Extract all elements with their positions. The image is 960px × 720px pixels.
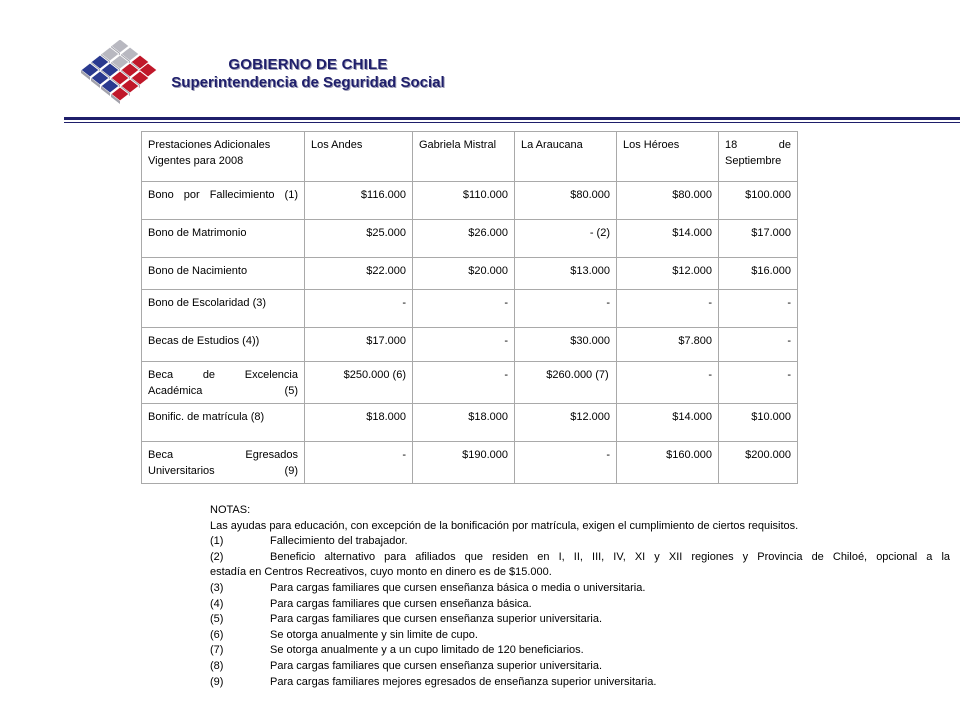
table-cell: - (2) xyxy=(515,220,617,258)
note-item xyxy=(210,643,950,659)
table-cell: $17.000 xyxy=(719,220,798,258)
table-cell: $200.000 xyxy=(719,442,798,484)
note-number: (9) xyxy=(210,675,224,688)
table-cell: $25.000 xyxy=(305,220,413,258)
table-cell: $260.000 (7) xyxy=(515,362,617,404)
note-continuation: estadía en Centros Recreativos, cuyo monto en dinero es de $15.000. xyxy=(210,566,552,579)
row-label: Bono de Nacimiento xyxy=(142,258,305,290)
table-row xyxy=(142,442,798,484)
row-label: Bono de Matrimonio xyxy=(142,220,305,258)
table-cell: $18.000 xyxy=(413,404,515,442)
column-header-label: Los Héroes xyxy=(623,139,680,151)
table-cell: $26.000 xyxy=(413,220,515,258)
table-row xyxy=(142,362,798,404)
table-cell: - xyxy=(413,362,515,404)
table-row xyxy=(142,290,798,328)
table-row xyxy=(142,258,798,290)
table-cell: $12.000 xyxy=(617,258,719,290)
row-label: Bonific. de matrícula (8) xyxy=(142,404,305,442)
note-item xyxy=(210,659,950,675)
row-label: Bono por Fallecimiento (1) xyxy=(142,182,305,220)
table-cell: - xyxy=(305,442,413,484)
note-text: Fallecimiento del trabajador. xyxy=(270,535,408,548)
table-cell: - xyxy=(413,328,515,362)
table-cell: $18.000 xyxy=(305,404,413,442)
table-cell: $13.000 xyxy=(515,258,617,290)
table-cell: - xyxy=(719,328,798,362)
note-number: (5) xyxy=(210,613,224,626)
table-cell: - xyxy=(413,290,515,328)
notes-section xyxy=(210,503,950,690)
header-divider-thin xyxy=(64,122,960,123)
column-header-label: La Araucana xyxy=(521,139,583,151)
column-header xyxy=(413,132,515,182)
table-cell: $190.000 xyxy=(413,442,515,484)
note-text: Para cargas familiares mejores egresados de enseñanza superior universitaria. xyxy=(270,675,657,688)
note-number: (6) xyxy=(210,628,224,641)
note-number: (4) xyxy=(210,597,224,610)
note-number: (1) xyxy=(210,535,224,548)
note-number: (7) xyxy=(210,644,224,657)
note-text: Beneficio alternativo para afiliados que residen en I, II, III, IV, XI y XII regiones y Provincia de Chiloé, opcional a la xyxy=(270,550,950,563)
column-header-label: Gabriela Mistral xyxy=(419,139,497,151)
table-row xyxy=(142,404,798,442)
note-number: (8) xyxy=(210,659,224,672)
note-item xyxy=(210,550,950,566)
benefits-table xyxy=(141,131,798,484)
column-header xyxy=(719,132,798,182)
column-header xyxy=(617,132,719,182)
table-cell: $14.000 xyxy=(617,220,719,258)
table-cell: $30.000 xyxy=(515,328,617,362)
note-text: Para cargas familiares que cursen enseñanza superior universitaria. xyxy=(270,613,603,626)
column-header xyxy=(515,132,617,182)
table-cell: $12.000 xyxy=(515,404,617,442)
column-header xyxy=(142,132,305,182)
table-header-row xyxy=(142,132,798,182)
notes-intro: Las ayudas para educación, con excepción de la bonificación por matrícula, exigen el cumplimiento de ciertos requisitos. xyxy=(210,519,799,532)
notes-title: NOTAS: xyxy=(210,504,251,516)
column-header xyxy=(305,132,413,182)
note-number: (2) xyxy=(210,550,224,563)
table-cell: $22.000 xyxy=(305,258,413,290)
note-number: (3) xyxy=(210,581,224,594)
table-cell: - xyxy=(515,290,617,328)
table-cell: - xyxy=(617,290,719,328)
table-cell: $17.000 xyxy=(305,328,413,362)
note-item xyxy=(210,534,950,550)
row-label: Bono de Escolaridad (3) xyxy=(142,290,305,328)
note-text: Para cargas familiares que cursen enseñanza básica. xyxy=(270,597,532,610)
note-text: Se otorga anualmente y a un cupo limitado de 120 beneficiarios. xyxy=(270,644,584,657)
table-cell: $116.000 xyxy=(305,182,413,220)
gobierno-logo-icon xyxy=(78,40,160,112)
table-cell: $20.000 xyxy=(413,258,515,290)
table-cell: $7.800 xyxy=(617,328,719,362)
note-item xyxy=(210,612,950,628)
header-title: GOBIERNO DE CHILE xyxy=(228,56,388,73)
table-cell: $160.000 xyxy=(617,442,719,484)
table-row xyxy=(142,328,798,362)
table-cell: $250.000 (6) xyxy=(305,362,413,404)
note-text: Para cargas familiares que cursen enseñanza básica o media o universitaria. xyxy=(270,581,646,594)
notes-list xyxy=(210,534,950,690)
row-label: Beca de Excelencia Académica (5) xyxy=(142,362,305,404)
column-header-label: Prestaciones Adicionales Vigentes para 2008 xyxy=(148,139,271,167)
row-label: Beca Egresados Universitarios (9) xyxy=(142,442,305,484)
table-cell: $14.000 xyxy=(617,404,719,442)
note-item xyxy=(210,675,950,691)
table-cell: - xyxy=(719,362,798,404)
header-divider xyxy=(64,117,960,120)
table-cell: $16.000 xyxy=(719,258,798,290)
note-text: Para cargas familiares que cursen enseñanza superior universitaria. xyxy=(270,659,603,672)
table-cell: - xyxy=(515,442,617,484)
table-cell: $10.000 xyxy=(719,404,798,442)
header-subtitle: Superintendencia de Seguridad Social xyxy=(171,74,445,91)
table-cell: $80.000 xyxy=(617,182,719,220)
table-row xyxy=(142,220,798,258)
table-cell: $110.000 xyxy=(413,182,515,220)
table-row xyxy=(142,182,798,220)
note-item xyxy=(210,597,950,613)
note-item xyxy=(210,581,950,597)
note-text: Se otorga anualmente y sin limite de cupo. xyxy=(270,628,478,641)
column-header-label: 18 de Septiembre xyxy=(725,139,791,167)
table-cell: - xyxy=(617,362,719,404)
table-cell: - xyxy=(305,290,413,328)
table-cell: $100.000 xyxy=(719,182,798,220)
column-header-label: Los Andes xyxy=(311,139,363,151)
note-item xyxy=(210,628,950,644)
table-cell: - xyxy=(719,290,798,328)
header xyxy=(168,56,448,91)
table-cell: $80.000 xyxy=(515,182,617,220)
row-label: Becas de Estudios (4)) xyxy=(142,328,305,362)
